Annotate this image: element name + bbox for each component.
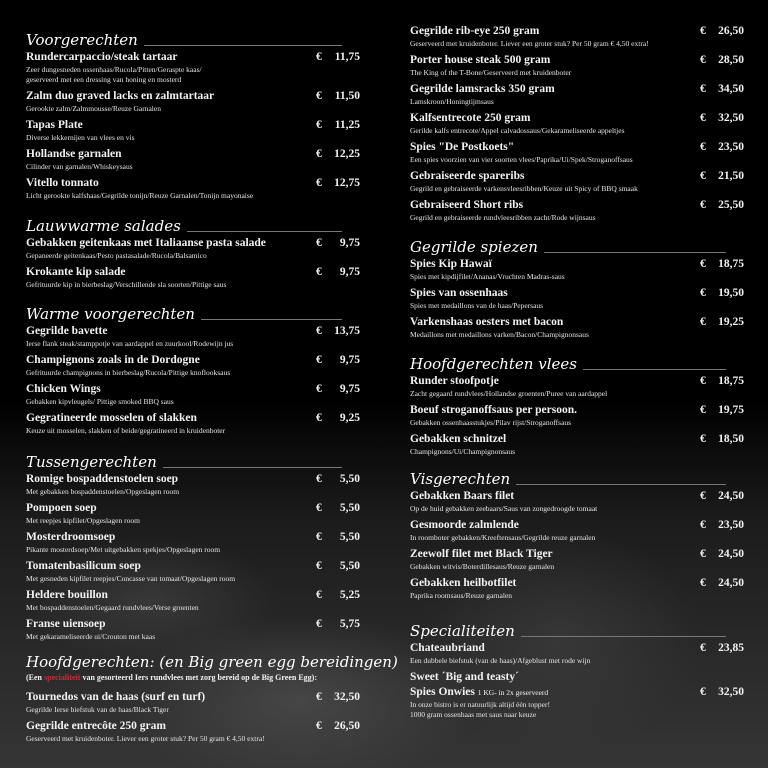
item-note: 1 KG- in 2x geserveerd bbox=[477, 688, 549, 697]
price-amount: 26,50 bbox=[718, 25, 744, 37]
menu-item bbox=[410, 140, 744, 169]
item-description: Keuze uit mosselen, slakken of beide/gegratineerd in kruidenboter bbox=[26, 426, 226, 435]
menu-section-lauwwarme-salades bbox=[26, 212, 360, 294]
price-amount: 21,50 bbox=[718, 170, 744, 182]
item-name: Chateaubriand bbox=[410, 642, 485, 654]
item-price bbox=[700, 140, 744, 155]
menu-item bbox=[26, 353, 360, 382]
item-name: Kalfsentrecote 250 gram bbox=[410, 112, 531, 124]
item-price bbox=[316, 690, 360, 705]
currency-symbol: € bbox=[316, 148, 322, 160]
item-name: Tapas Plate bbox=[26, 119, 83, 131]
menu-item bbox=[410, 53, 744, 82]
menu-item bbox=[26, 472, 360, 501]
item-name: Hollandse garnalen bbox=[26, 148, 122, 160]
menu-item bbox=[26, 719, 360, 748]
item-description: Lamskroon/Honingtijmsaus bbox=[410, 97, 494, 106]
item-name: Gebakken heilbotfilet bbox=[410, 577, 517, 589]
price-amount: 26,50 bbox=[334, 720, 360, 732]
currency-symbol: € bbox=[316, 354, 322, 366]
section-heading bbox=[26, 26, 360, 50]
menu-item bbox=[26, 588, 360, 617]
currency-symbol: € bbox=[700, 316, 706, 328]
price-amount: 24,50 bbox=[718, 577, 744, 589]
item-name: Heldere bouillon bbox=[26, 589, 108, 601]
currency-symbol: € bbox=[700, 686, 706, 698]
item-price bbox=[316, 176, 360, 191]
currency-symbol: € bbox=[700, 433, 706, 445]
price-amount: 11,25 bbox=[334, 119, 360, 131]
section-title: Lauwwarme salades bbox=[26, 217, 181, 235]
section-heading bbox=[26, 300, 360, 324]
price-amount: 23,85 bbox=[718, 642, 744, 654]
price-amount: 5,50 bbox=[339, 502, 360, 514]
item-name: Rundercarpaccio/steak tartaar bbox=[26, 51, 178, 63]
menu-item bbox=[26, 118, 360, 147]
price-amount: 12,25 bbox=[334, 148, 360, 160]
item-description: Gegrild en gebraiseerde rundvleesribben zacht/Rode wijnsaus bbox=[410, 213, 596, 222]
currency-symbol: € bbox=[700, 404, 706, 416]
section-title: Warme voorgerechten bbox=[26, 305, 195, 323]
menu-item bbox=[410, 403, 744, 432]
section-title: Hoofdgerechten vlees bbox=[410, 355, 577, 373]
menu-item bbox=[410, 286, 744, 315]
heading-divider bbox=[187, 231, 342, 232]
menu-item bbox=[26, 411, 360, 440]
menu-item bbox=[410, 641, 744, 670]
menu-section-specialiteiten bbox=[410, 617, 744, 724]
item-price bbox=[700, 53, 744, 68]
item-price bbox=[700, 169, 744, 184]
item-price bbox=[700, 641, 744, 656]
item-description: Geserveerd met kruidenboter. Liever een groter stuk? Per 50 gram € 4,50 extra! bbox=[26, 734, 265, 743]
menu-item bbox=[26, 147, 360, 176]
item-name: Porter house steak 500 gram bbox=[410, 54, 551, 66]
price-amount: 5,50 bbox=[339, 531, 360, 543]
price-amount: 13,75 bbox=[334, 325, 360, 337]
menu-item bbox=[410, 489, 744, 518]
currency-symbol: € bbox=[316, 237, 322, 249]
menu-section-hoofdgerechten-vlees bbox=[410, 350, 744, 461]
item-price bbox=[316, 472, 360, 487]
heading-divider bbox=[544, 252, 726, 253]
menu-item bbox=[26, 559, 360, 588]
currency-symbol: € bbox=[700, 287, 706, 299]
price-amount: 12,75 bbox=[334, 177, 360, 189]
item-price bbox=[316, 118, 360, 133]
item-description: Diverse lekkernijen van vlees en vis bbox=[26, 133, 135, 142]
item-description: Gebakken kipvleugels/ Pittige smoked BBQ saus bbox=[26, 397, 174, 406]
item-description: Gebakken witvis/Boterdillesaus/Reuze garnalen bbox=[410, 562, 555, 571]
menu-item bbox=[26, 382, 360, 411]
item-price bbox=[700, 82, 744, 97]
item-description: Pikante mosterdsoep/Met uitgebakken spekjes/Opgeslagen room bbox=[26, 545, 221, 554]
section-title: Tussengerechten bbox=[26, 453, 157, 471]
item-price bbox=[316, 719, 360, 734]
heading-divider bbox=[583, 369, 726, 370]
item-price bbox=[316, 324, 360, 339]
item-price bbox=[700, 489, 744, 504]
heading-divider bbox=[144, 45, 342, 46]
menu-section-visgerechten bbox=[410, 465, 744, 605]
currency-symbol: € bbox=[700, 548, 706, 560]
menu-item bbox=[26, 50, 360, 89]
heading-divider bbox=[163, 467, 342, 468]
item-description: 1000 gram ossenhaas met saus naar keuze bbox=[410, 710, 537, 719]
item-price bbox=[700, 576, 744, 591]
item-description: Gegrilde Ierse biefstuk van de haas/Black Tiger bbox=[26, 705, 169, 714]
currency-symbol: € bbox=[316, 691, 322, 703]
menu-section-tussengerechten bbox=[26, 448, 360, 646]
item-description: Gepaneerde geitenkaas/Pesto pastasalade/Rucola/Balsamico bbox=[26, 251, 207, 260]
currency-symbol: € bbox=[700, 519, 706, 531]
item-name: Runder stoofpotje bbox=[410, 375, 499, 387]
price-amount: 32,50 bbox=[718, 112, 744, 124]
section-heading bbox=[26, 648, 398, 672]
item-price bbox=[700, 403, 744, 418]
currency-symbol: € bbox=[316, 720, 322, 732]
item-price bbox=[700, 24, 744, 39]
price-amount: 19,50 bbox=[718, 287, 744, 299]
item-price bbox=[700, 111, 744, 126]
price-amount: 9,75 bbox=[339, 354, 360, 366]
currency-symbol: € bbox=[700, 170, 706, 182]
currency-symbol: € bbox=[700, 490, 706, 502]
item-name: Boeuf stroganoffsaus per persoon. bbox=[410, 404, 577, 416]
item-name: Gegratineerde mosselen of slakken bbox=[26, 412, 197, 424]
item-name: Varkenshaas oesters met bacon bbox=[410, 316, 564, 328]
currency-symbol: € bbox=[700, 112, 706, 124]
item-name: Chicken Wings bbox=[26, 383, 101, 395]
section-title: Hoofdgerechten: (en Big green egg bereidingen) bbox=[26, 653, 398, 671]
currency-symbol: € bbox=[316, 531, 322, 543]
heading-divider bbox=[516, 484, 726, 485]
item-description: Gefrituurde kip in bierbeslag/Verschillende sla soorten/Pittige saus bbox=[26, 280, 227, 289]
price-amount: 5,50 bbox=[339, 560, 360, 572]
item-description: Gefrituurde champignons in bierbeslag/Rucola/Pittige knoflooksaus bbox=[26, 368, 231, 377]
item-price bbox=[316, 501, 360, 516]
menu-item bbox=[26, 89, 360, 118]
menu-item bbox=[410, 576, 744, 605]
item-price bbox=[316, 588, 360, 603]
item-description: Zeer dungesneden ossenhaas/Rucola/Pitten/Geraspte kaas/ bbox=[26, 65, 202, 74]
item-price bbox=[700, 198, 744, 213]
currency-symbol: € bbox=[316, 502, 322, 514]
menu-item bbox=[410, 547, 744, 576]
item-description: Gegrild en gebraiseerde varkensvleesribben/Keuze uit Spicy of BBQ smaak bbox=[410, 184, 638, 193]
price-amount: 18,75 bbox=[718, 258, 744, 270]
menu-item bbox=[410, 169, 744, 198]
item-name: Spies Kip Hawaï bbox=[410, 258, 492, 270]
item-price bbox=[700, 518, 744, 533]
item-name: Zeewolf filet met Black Tiger bbox=[410, 548, 553, 560]
item-description: Met bospaddenstoelen/Gegaard rundvlees/Verse groenten bbox=[26, 603, 199, 612]
item-description: Paprika roomsaus/Reuze garnalen bbox=[410, 591, 513, 600]
price-amount: 19,75 bbox=[718, 404, 744, 416]
menu-item bbox=[26, 617, 360, 646]
currency-symbol: € bbox=[316, 618, 322, 630]
item-description: Op de huid gebakken zeebaars/Saus van zongedroogde tomaat bbox=[410, 504, 598, 513]
item-name: Spies "De Postkoets" bbox=[410, 141, 515, 153]
price-amount: 11,75 bbox=[334, 51, 360, 63]
item-price bbox=[316, 89, 360, 104]
item-description: Spies met kipdijfilet/Ananas/Vruchten Madras-saus bbox=[410, 272, 565, 281]
currency-symbol: € bbox=[700, 642, 706, 654]
currency-symbol: € bbox=[316, 473, 322, 485]
currency-symbol: € bbox=[700, 375, 706, 387]
section-title: Gegrilde spiezen bbox=[410, 238, 538, 256]
section-heading bbox=[410, 233, 744, 257]
item-description: Champignons/Ui/Champignonsaus bbox=[410, 447, 515, 456]
item-price bbox=[316, 353, 360, 368]
item-description: geserveerd met een dressing van honing en mosterd bbox=[26, 75, 182, 84]
item-name: Pompoen soep bbox=[26, 502, 97, 514]
item-description: Ierse flank steak/stamppotje van aardappel en zuurkool/Rodewijn jus bbox=[26, 339, 234, 348]
price-amount: 5,50 bbox=[339, 473, 360, 485]
price-amount: 9,75 bbox=[339, 266, 360, 278]
item-name: Gebakken schnitzel bbox=[410, 433, 507, 445]
item-price bbox=[316, 411, 360, 426]
item-name: Gebraiseerd Short ribs bbox=[410, 199, 524, 211]
item-name: Gegrilde bavette bbox=[26, 325, 108, 337]
item-price bbox=[316, 236, 360, 251]
price-amount: 24,50 bbox=[718, 490, 744, 502]
currency-symbol: € bbox=[700, 141, 706, 153]
section-title: Visgerechten bbox=[410, 470, 511, 488]
price-amount: 9,25 bbox=[339, 412, 360, 424]
menu-item bbox=[410, 315, 744, 344]
menu-item bbox=[410, 111, 744, 140]
menu-section-hoofdgerechten-en-big-green-egg-bereidingen bbox=[26, 648, 398, 748]
price-amount: 18,50 bbox=[718, 433, 744, 445]
item-name: Champignons zoals in de Dordogne bbox=[26, 354, 200, 366]
item-description: The King of the T-Bone/Geserveerd met kruidenboter bbox=[410, 68, 572, 77]
currency-symbol: € bbox=[700, 25, 706, 37]
menu-item bbox=[26, 530, 360, 559]
menu-section-grill bbox=[410, 24, 744, 227]
menu-column-left bbox=[26, 0, 398, 768]
currency-symbol: € bbox=[316, 90, 322, 102]
price-amount: 23,50 bbox=[718, 141, 744, 153]
price-amount: 25,50 bbox=[718, 199, 744, 211]
item-name: Gegrilde lamsracks 350 gram bbox=[410, 83, 555, 95]
price-amount: 5,25 bbox=[339, 589, 360, 601]
item-name-sub: Spies Onwies bbox=[410, 686, 475, 698]
item-price bbox=[316, 617, 360, 632]
item-name: Gegrilde entrecôte 250 gram bbox=[26, 720, 166, 732]
item-description: Licht gerookte kalfshaas/Gegrilde tonijn/Reuze Garnalen/Tonijn mayonaise bbox=[26, 191, 254, 200]
price-amount: 9,75 bbox=[339, 237, 360, 249]
menu-item bbox=[26, 501, 360, 530]
currency-symbol: € bbox=[316, 412, 322, 424]
item-price bbox=[700, 374, 744, 389]
section-heading bbox=[26, 212, 360, 236]
item-description: Spies met medaillons van de haas/Pepersaus bbox=[410, 301, 544, 310]
item-description: Gebakken ossenhaasstukjes/Pilav rijst/Stroganoffsaus bbox=[410, 418, 572, 427]
item-price bbox=[316, 50, 360, 65]
item-description: Een dubbele biefstuk (van de haas)/Afgeblust met rode wijn bbox=[410, 656, 591, 665]
menu-section-voorgerechten bbox=[26, 26, 360, 205]
item-description: Gerookte zalm/Zalmmousse/Reuze Garnalen bbox=[26, 104, 161, 113]
section-heading bbox=[410, 465, 744, 489]
item-name: Gebraiseerde spareribs bbox=[410, 170, 525, 182]
item-description: Zacht gegaard rundvlees/Hollandse groenten/Puree van aardappel bbox=[410, 389, 608, 398]
price-amount: 32,50 bbox=[334, 691, 360, 703]
item-price bbox=[316, 382, 360, 397]
currency-symbol: € bbox=[700, 258, 706, 270]
currency-symbol: € bbox=[700, 83, 706, 95]
item-description: Gerilde kalfs entrecote/Appel calvadossaus/Gekarameliseerde appeltjes bbox=[410, 126, 625, 135]
item-name: Gebakken Baars filet bbox=[410, 490, 515, 502]
item-name: Tournedos van de haas (surf en turf) bbox=[26, 691, 206, 703]
menu-section-gegrilde-spiezen bbox=[410, 233, 744, 344]
currency-symbol: € bbox=[316, 177, 322, 189]
item-name: Gegrilde rib-eye 250 gram bbox=[410, 25, 540, 37]
section-heading bbox=[410, 350, 744, 374]
currency-symbol: € bbox=[316, 119, 322, 131]
price-amount: 11,50 bbox=[334, 90, 360, 102]
section-heading bbox=[26, 448, 360, 472]
item-description: Cilinder van garnalen/Whiskeysaus bbox=[26, 162, 133, 171]
menu-column-right bbox=[410, 0, 744, 768]
item-name: Krokante kip salade bbox=[26, 266, 126, 278]
item-price bbox=[316, 265, 360, 280]
item-price bbox=[316, 530, 360, 545]
section-subtitle bbox=[26, 672, 360, 690]
menu-item bbox=[26, 690, 360, 719]
item-price bbox=[700, 286, 744, 301]
item-name: Sweet ´Big and teasty´ bbox=[410, 671, 519, 683]
price-amount: 9,75 bbox=[339, 383, 360, 395]
price-amount: 28,50 bbox=[718, 54, 744, 66]
heading-divider bbox=[201, 319, 342, 320]
item-description: Met gesneden kipfilet reepjes/Concasse van tomaat/Opgeslagen room bbox=[26, 574, 236, 583]
menu-item bbox=[410, 518, 744, 547]
price-amount: 5,75 bbox=[339, 618, 360, 630]
currency-symbol: € bbox=[316, 589, 322, 601]
item-price bbox=[700, 547, 744, 562]
subtitle-highlight: specialiteit bbox=[44, 673, 81, 682]
item-description: Met gebakken bospaddenstoelen/Opgeslagen room bbox=[26, 487, 180, 496]
price-amount: 32,50 bbox=[718, 686, 744, 698]
item-price bbox=[700, 257, 744, 272]
item-description: Met gekarameliseerde ui/Crouton met kaas bbox=[26, 632, 156, 641]
item-name: Zalm duo graved lacks en zalmtartaar bbox=[26, 90, 215, 102]
item-name: Franse uiensoep bbox=[26, 618, 106, 630]
menu-item bbox=[26, 176, 360, 205]
currency-symbol: € bbox=[316, 325, 322, 337]
menu-item bbox=[410, 432, 744, 461]
item-description: In roomboter gebakken/Kreeftensaus/Gegrilde reuze garnalen bbox=[410, 533, 596, 542]
item-name: Gesmoorde zalmlende bbox=[410, 519, 519, 531]
item-name: Tomatenbasilicum soep bbox=[26, 560, 141, 572]
item-name-line2 bbox=[410, 685, 744, 700]
item-name: Romige bospaddenstoelen soep bbox=[26, 473, 179, 485]
section-title: Specialiteiten bbox=[410, 622, 515, 640]
item-description: Geserveerd met kruidenboter. Liever een groter stuk? Per 50 gram € 4,50 extra! bbox=[410, 39, 649, 48]
subtitle-text: van gesorteerd Iers rundvlees met zorg bereid op de Big Green Egg): bbox=[80, 673, 317, 682]
menu-item bbox=[410, 82, 744, 111]
menu-item bbox=[26, 265, 360, 294]
menu-item bbox=[410, 670, 744, 724]
menu-item bbox=[410, 24, 744, 53]
heading-divider bbox=[521, 636, 726, 637]
menu-item bbox=[26, 236, 360, 265]
subtitle-text: (Een bbox=[26, 673, 44, 682]
item-description: In onze bistro is er natuurlijk altijd één topper! bbox=[410, 700, 550, 709]
section-title: Voorgerechten bbox=[26, 31, 138, 49]
menu-item bbox=[410, 374, 744, 403]
menu-item bbox=[410, 257, 744, 286]
currency-symbol: € bbox=[316, 51, 322, 63]
item-name: Vitello tonnato bbox=[26, 177, 99, 189]
currency-symbol: € bbox=[316, 383, 322, 395]
price-amount: 19,25 bbox=[718, 316, 744, 328]
item-price bbox=[700, 315, 744, 330]
currency-symbol: € bbox=[316, 560, 322, 572]
price-amount: 18,75 bbox=[718, 375, 744, 387]
item-description: Een spies voorzien van vier soorten vlees/Paprika/Ui/Spek/Stroganoffsaus bbox=[410, 155, 633, 164]
menu-section-warme-voorgerechten bbox=[26, 300, 360, 440]
item-description: Medaillons met medaillons varken/Bacon/Champignonsaus bbox=[410, 330, 589, 339]
item-description: Met reepjes kipfilet/Opgeslagen room bbox=[26, 516, 140, 525]
price-amount: 24,50 bbox=[718, 548, 744, 560]
menu-item bbox=[26, 324, 360, 353]
item-price bbox=[700, 432, 744, 447]
item-price bbox=[316, 147, 360, 162]
menu-item bbox=[410, 198, 744, 227]
currency-symbol: € bbox=[700, 199, 706, 211]
item-name: Mosterdroomsoep bbox=[26, 531, 116, 543]
item-name: Gebakken geitenkaas met Italiaanse pasta salade bbox=[26, 237, 266, 249]
item-price bbox=[316, 559, 360, 574]
price-amount: 23,50 bbox=[718, 519, 744, 531]
item-name: Spies van ossenhaas bbox=[410, 287, 508, 299]
currency-symbol: € bbox=[700, 54, 706, 66]
currency-symbol: € bbox=[316, 266, 322, 278]
section-heading bbox=[410, 617, 744, 641]
price-amount: 34,50 bbox=[718, 83, 744, 95]
currency-symbol: € bbox=[700, 577, 706, 589]
item-price bbox=[700, 685, 744, 700]
